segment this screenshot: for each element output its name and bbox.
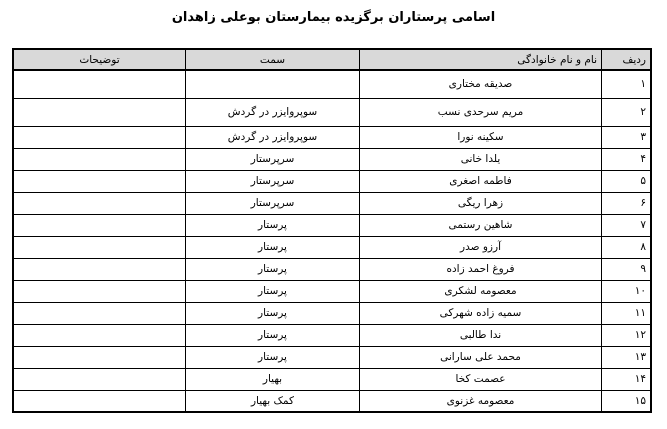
row-role: پرستار <box>186 280 360 302</box>
row-notes <box>13 126 186 148</box>
row-name: یلدا خانی <box>360 148 602 170</box>
table-row <box>13 214 651 236</box>
table-row <box>13 148 651 170</box>
row-index: ۱ <box>602 70 652 98</box>
row-name: سکینه نورا <box>360 126 602 148</box>
row-role: سوپروایزر در گردش <box>186 98 360 126</box>
row-name: زهرا ریگی <box>360 192 602 214</box>
row-notes <box>13 368 186 390</box>
row-name: شاهین رستمی <box>360 214 602 236</box>
nurses-table <box>12 48 652 413</box>
row-index: ۱۲ <box>602 324 652 346</box>
row-notes <box>13 280 186 302</box>
table-row <box>13 324 651 346</box>
table-row <box>13 390 651 412</box>
row-index: ۱۱ <box>602 302 652 324</box>
row-index: ۶ <box>602 192 652 214</box>
row-role: سوپروایزر در گردش <box>186 126 360 148</box>
table-row <box>13 126 651 148</box>
page-title: اسامی پرستاران برگزیده بیمارستان بوعلی زاهدان <box>171 10 496 25</box>
header-name: نام و نام خانوادگی <box>360 49 602 70</box>
row-role: پرستار <box>186 236 360 258</box>
row-index: ۷ <box>602 214 652 236</box>
row-role: بهیار <box>186 368 360 390</box>
row-role: سرپرستار <box>186 148 360 170</box>
table-row <box>13 346 651 368</box>
row-notes <box>13 302 186 324</box>
row-notes <box>13 258 186 280</box>
table-row <box>13 70 651 98</box>
row-role: پرستار <box>186 258 360 280</box>
row-role: پرستار <box>186 302 360 324</box>
row-role: سرپرستار <box>186 170 360 192</box>
row-notes <box>13 390 186 412</box>
row-name: آرزو صدر <box>360 236 602 258</box>
table-row <box>13 258 651 280</box>
row-index: ۱۳ <box>602 346 652 368</box>
row-role: پرستار <box>186 346 360 368</box>
row-notes <box>13 192 186 214</box>
row-notes <box>13 170 186 192</box>
row-index: ۲ <box>602 98 652 126</box>
row-index: ۱۵ <box>602 390 652 412</box>
row-name: صدیقه مختاری <box>360 70 602 98</box>
row-role: سرپرستار <box>186 192 360 214</box>
row-index: ۱۴ <box>602 368 652 390</box>
row-notes <box>13 98 186 126</box>
header-notes: توضیحات <box>13 49 186 70</box>
row-name: فاطمه اصغری <box>360 170 602 192</box>
row-notes <box>13 324 186 346</box>
table-row <box>13 280 651 302</box>
row-notes <box>13 214 186 236</box>
header-role: سمت <box>186 49 360 70</box>
row-index: ۹ <box>602 258 652 280</box>
table-row <box>13 98 651 126</box>
table-row <box>13 236 651 258</box>
row-index: ۳ <box>602 126 652 148</box>
row-notes <box>13 148 186 170</box>
row-notes <box>13 346 186 368</box>
row-name: عصمت کخا <box>360 368 602 390</box>
row-name: معصومه لشکری <box>360 280 602 302</box>
row-notes <box>13 70 186 98</box>
row-name: معصومه غزنوی <box>360 390 602 412</box>
row-name: مریم سرحدی نسب <box>360 98 602 126</box>
row-role: پرستار <box>186 214 360 236</box>
row-name: ندا طالبی <box>360 324 602 346</box>
row-index: ۱۰ <box>602 280 652 302</box>
row-index: ۸ <box>602 236 652 258</box>
row-index: ۴ <box>602 148 652 170</box>
table-row <box>13 192 651 214</box>
row-role: کمک بهیار <box>186 390 360 412</box>
table-row <box>13 170 651 192</box>
table-header-row <box>13 49 651 70</box>
row-name: فروغ احمد زاده <box>360 258 602 280</box>
row-role: پرستار <box>186 324 360 346</box>
row-name: سمیه زاده شهرکی <box>360 302 602 324</box>
table-row <box>13 302 651 324</box>
row-name: محمد علی سارانی <box>360 346 602 368</box>
row-index: ۵ <box>602 170 652 192</box>
table-row <box>13 368 651 390</box>
row-role <box>186 70 360 98</box>
row-notes <box>13 236 186 258</box>
header-index: ردیف <box>602 49 652 70</box>
